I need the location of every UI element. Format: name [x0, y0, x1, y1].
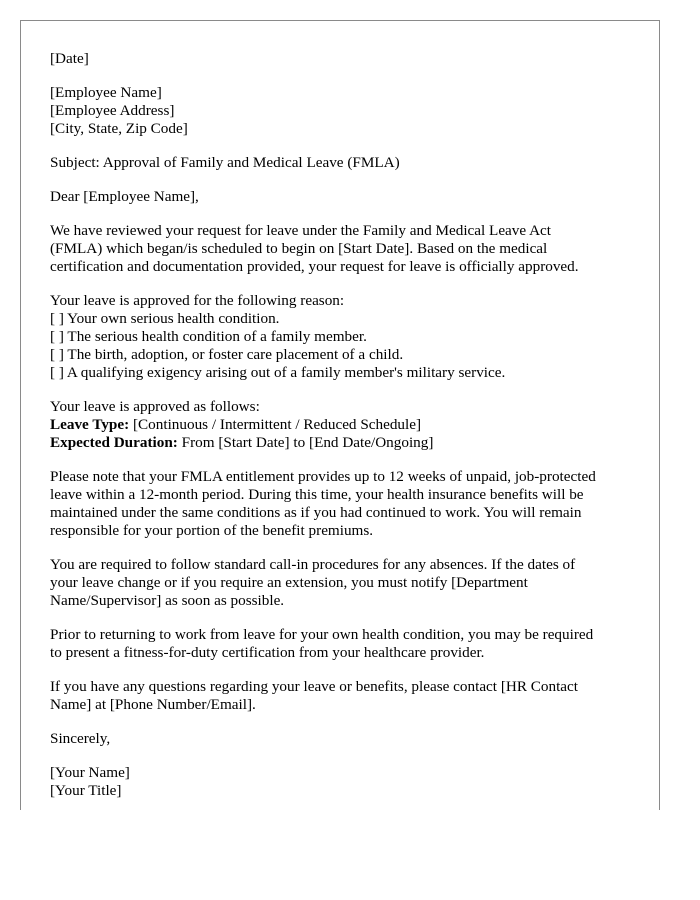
reason-option: [ ] A qualifying exigency arising out of a family member's military service.: [50, 364, 506, 381]
reason-heading: Your leave is approved for the following reason:: [50, 292, 345, 309]
paragraph-line: Name] at [Phone Number/Email].: [50, 696, 256, 713]
closing: Sincerely,: [50, 730, 111, 747]
paragraph-line: certification and documentation provided, your request for leave is officially approved.: [50, 258, 579, 275]
leave-type-value: [Continuous / Intermittent / Reduced Schedule]: [129, 416, 422, 433]
paragraph-line: You are required to follow standard call-in procedures for any absences. If the dates of: [50, 556, 576, 573]
signature-block: [50, 764, 640, 800]
recipient-name: [Employee Name]: [50, 84, 162, 101]
procedures-paragraph: [50, 556, 640, 610]
contact-paragraph: [50, 678, 640, 714]
leave-type-row: [50, 416, 640, 434]
recipient-address: [Employee Address]: [50, 102, 175, 119]
paragraph-line: (FMLA) which began/is scheduled to begin on [Start Date]. Based on the medical: [50, 240, 548, 257]
paragraph-line: to present a fitness-for-duty certification from your healthcare provider.: [50, 644, 485, 661]
salutation: Dear [Employee Name],: [50, 188, 199, 205]
date-block: [50, 50, 640, 68]
signature-title: [Your Title]: [50, 782, 122, 799]
paragraph-line: maintained under the same conditions as if you had continued to work. You will remain: [50, 504, 582, 521]
subject-line: Subject: Approval of Family and Medical Leave (FMLA): [50, 154, 400, 171]
recipient-block: [50, 84, 640, 138]
letter-date: [Date]: [50, 50, 89, 67]
reason-option: [ ] The birth, adoption, or foster care placement of a child.: [50, 346, 404, 363]
duration-row: [50, 434, 640, 452]
entitlement-paragraph: [50, 468, 640, 540]
reason-option: [ ] Your own serious health condition.: [50, 310, 280, 327]
leave-type-label: Leave Type:: [50, 416, 130, 433]
paragraph-line: Name/Supervisor] as soon as possible.: [50, 592, 285, 609]
letter-page: [20, 20, 660, 810]
paragraph-line: If you have any questions regarding your leave or benefits, please contact [HR Contact: [50, 678, 579, 695]
letter-body: [50, 50, 640, 810]
paragraph-line: responsible for your portion of the benefit premiums.: [50, 522, 374, 539]
reason-block: [50, 292, 640, 382]
duration-label: Expected Duration:: [50, 434, 178, 451]
approval-heading: Your leave is approved as follows:: [50, 398, 260, 415]
reason-option: [ ] The serious health condition of a family member.: [50, 328, 367, 345]
duration-value: From [Start Date] to [End Date/Ongoing]: [177, 434, 434, 451]
paragraph-line: We have reviewed your request for leave under the Family and Medical Leave Act: [50, 222, 552, 239]
paragraph-line: Prior to returning to work from leave for your own health condition, you may be required: [50, 626, 594, 643]
approval-block: [50, 398, 640, 452]
paragraph-line: Please note that your FMLA entitlement provides up to 12 weeks of unpaid, job-protected: [50, 468, 596, 485]
paragraph-line: your leave change or if you require an extension, you must notify [Department: [50, 574, 528, 591]
return-paragraph: [50, 626, 640, 662]
intro-paragraph: [50, 222, 640, 276]
signature-name: [Your Name]: [50, 764, 130, 781]
paragraph-line: leave within a 12-month period. During this time, your health insurance benefits will be: [50, 486, 584, 503]
recipient-city: [City, State, Zip Code]: [50, 120, 188, 137]
